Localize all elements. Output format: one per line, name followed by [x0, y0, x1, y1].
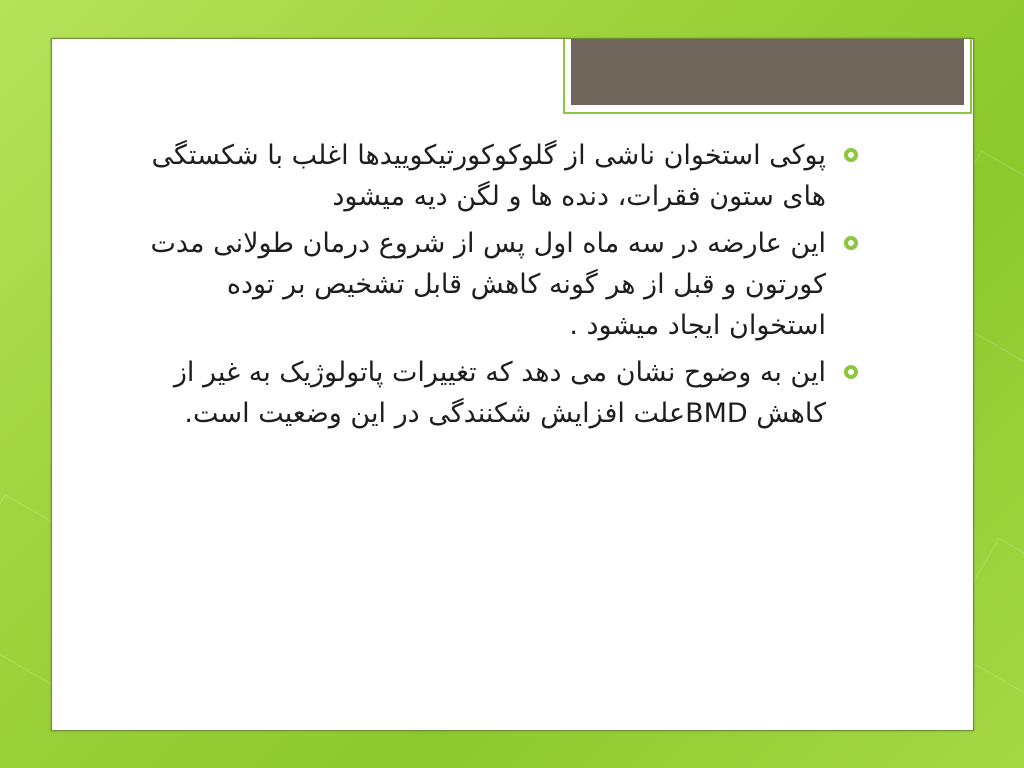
- title-placeholder-frame: [563, 39, 972, 114]
- bullet-list: [130, 135, 860, 440]
- title-placeholder: [571, 39, 964, 105]
- bullet-text: پوکی استخوان ناشی از گلوکوکورتیکوییدها اغلب با شکستگی های ستون فقرات، دنده ها و لگن دیه میشود: [151, 140, 826, 212]
- circle-bullet-icon: [844, 148, 858, 162]
- bullet-text: این عارضه در سه ماه اول پس از شروع درمان طولانی مدت کورتون و قبل از هر گونه کاهش قابل تشخیص بر توده استخوان ایجاد میشود .: [150, 228, 826, 341]
- circle-bullet-icon: [844, 236, 858, 250]
- bullet-item: [130, 352, 860, 434]
- bullet-item: [130, 223, 860, 346]
- bullet-text: این به وضوح نشان می دهد که تغییرات پاتولوژیک به غیر از کاهش BMDعلت افزایش شکنندگی در این وضعیت است.: [173, 357, 826, 429]
- bullet-item: [130, 135, 860, 217]
- circle-bullet-icon: [844, 365, 858, 379]
